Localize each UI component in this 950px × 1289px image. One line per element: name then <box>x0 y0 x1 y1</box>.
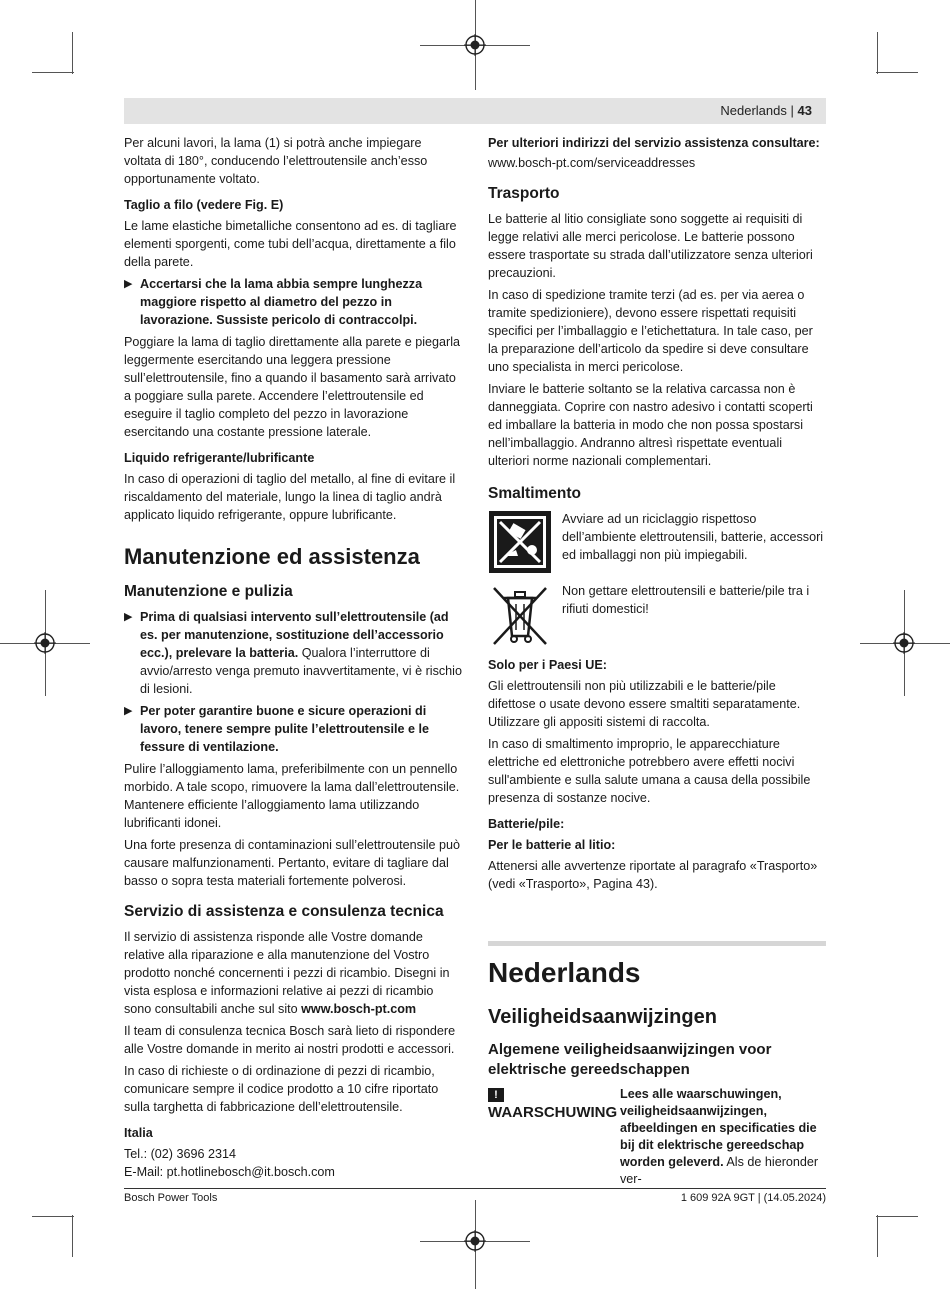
warning-label <box>488 1086 618 1188</box>
bullet-arrow-icon: ▶ <box>124 278 133 290</box>
paragraph-litio: Attenersi alle avvertenze riportate al paragrafo «Trasporto» (vedi «Trasporto», Pagina 43). <box>488 859 818 891</box>
warning-text <box>620 1086 826 1188</box>
recycle-packaging-icon <box>488 510 552 574</box>
header-separator: | <box>790 103 794 118</box>
bullet-lama-text: Accertarsi che la lama abbia sempre lunghezza maggiore rispetto al diametro del pezzo in lavorazione. Sussiste pericolo di contraccolpi. <box>140 277 423 327</box>
paragraph-servizio <box>124 928 462 1018</box>
paragraph-pulire: Pulire l’alloggiamento lama, preferibilmente con un pennello morbido. A tale scopo, rimuovere la lama dall’elettroutensile. Mantenere efficiente l’alloggiamento lama utilizzando lubrificanti idonei. <box>124 762 460 830</box>
heading-smaltimento: Smaltimento <box>488 485 582 502</box>
footer-rule <box>124 1188 826 1189</box>
paragraph-team: Il team di consulenza tecnica Bosch sarà lieto di rispondere alle Vostre domande in merito ai nostri prodotti e accessori. <box>124 1024 456 1056</box>
heading-pulizia: Manutenzione e pulizia <box>124 583 293 600</box>
bin-row <box>488 582 826 646</box>
paragraph-poggiare: Poggiare la lama di taglio direttamente alla parete e piegarla leggermente esercitando una leggera pressione sull’elettroutensile, fino a quando il basamento sarà arrivato a poggiare sulla parete. Accendere l’elettroutensile ed eseguire il taglio completo del pezzo in lavorazione esercitando una costante pressione laterale. <box>124 335 461 439</box>
crop-mark <box>877 32 878 74</box>
paragraph-trasporto-2: In caso di spedizione tramite terzi (ad es. per via aerea o tramite spedizioniere), devono essere rispettati requisiti specifici per l’imballaggio e l’etichettatura. In tale caso, per la preparazione dell’articolo da spedire si deve consultare uno specialista in merci pericolose. <box>488 288 813 374</box>
bullet-arrow-icon: ▶ <box>124 705 133 717</box>
bullet-lama <box>124 275 462 329</box>
contact-tel: Tel.: (02) 3696 2314 <box>124 1147 237 1161</box>
bullet-prima-rest: Qualora l’interruttore di avvio/arresto venga premuto inavvertitamente, vi è rischio di lesioni. <box>140 646 462 696</box>
paragraph-non-gettare: Non gettare elettroutensili e batterie/pile tra i rifiuti domestici! <box>562 584 810 616</box>
link-bosch-pt[interactable]: www.bosch-pt.com <box>301 1002 417 1016</box>
header-label <box>720 103 812 118</box>
heading-veiligheid: Veiligheidsaanwijzingen <box>488 1006 717 1028</box>
header-language: Nederlands <box>720 103 787 118</box>
heading-trasporto: Trasporto <box>488 185 560 202</box>
link-serviceaddresses[interactable]: www.bosch-pt.com/serviceaddresses <box>488 156 696 170</box>
footer-docnumber: 1 609 92A 9GT | (14.05.2024) <box>680 1192 826 1204</box>
bullet-arrow-icon: ▶ <box>124 611 133 623</box>
warning-text-after: Als de hieronder ver- <box>620 1155 819 1186</box>
warning-text-bold: Lees alle waarschuwingen, veiligheidsaanwijzingen, afbeeldingen en specificaties die bij dit elektrische gereedschap worden geleverd. <box>620 1087 817 1169</box>
heading-servizio: Servizio di assistenza e consulenza tecnica <box>124 903 444 920</box>
footer-brand: Bosch Power Tools <box>124 1192 218 1204</box>
heading-paesi: Solo per i Paesi UE: <box>488 658 607 672</box>
right-column <box>488 134 826 1188</box>
warning-icon: ! <box>488 1088 504 1102</box>
heading-litio: Per le batterie al litio: <box>488 838 616 852</box>
warning-block <box>488 1086 826 1188</box>
contact-email[interactable]: E-Mail: pt.hotlinebosch@it.bosch.com <box>124 1165 335 1179</box>
recycling-row <box>488 510 826 574</box>
heading-indirizzi: Per ulteriori indirizzi del servizio assistenza consultare: <box>488 136 820 150</box>
heading-nederlands: Nederlands <box>488 957 641 988</box>
paragraph-paesi-2: In caso di smaltimento improprio, le apparecchiature elettriche ed elettroniche potrebbero avere effetti nocivi sull'ambiente e sulla salute umana a causa della possibile presenza di sostanze nocive. <box>488 737 811 805</box>
crop-mark <box>876 72 918 73</box>
page-number: 43 <box>797 103 812 118</box>
bullet-prima <box>124 608 462 698</box>
heading-italia: Italia <box>124 1126 153 1140</box>
paragraph-richieste: In caso di richieste o di ordinazione di pezzi di ricambio, comunicare sempre il codice prodotto a 10 cifre riportato sulla targhetta di fabbricazione dell’elettroutensile. <box>124 1064 439 1114</box>
crop-mark <box>72 1215 73 1257</box>
crop-mark <box>32 1216 74 1217</box>
paragraph-servizio-text: Il servizio di assistenza risponde alle Vostre domande relative alla riparazione e alla manutenzione del Vostro prodotto nonché concernenti i pezzi di ricambio. Disegni in vista esplosa e informazioni relative ai pezzi di ricambio sono consultabili anche sul sito <box>124 930 450 1016</box>
heading-batterie: Batterie/pile: <box>488 817 565 831</box>
crop-mark <box>877 1215 878 1257</box>
registration-mark-icon <box>893 632 915 654</box>
heading-algemene: Algemene veiligheidsaanwijzingen voor elektrische gereedschappen <box>488 1041 772 1078</box>
warning-label-text: WAARSCHUWING <box>488 1104 618 1121</box>
crossed-bin-icon <box>488 582 552 646</box>
section-divider <box>488 941 826 946</box>
registration-mark-icon <box>464 1230 486 1252</box>
heading-taglio: Taglio a filo (vedere Fig. E) <box>124 198 284 212</box>
heading-manutenzione: Manutenzione ed assistenza <box>124 544 420 569</box>
crop-mark <box>32 72 74 73</box>
paragraph-trasporto-1: Le batterie al litio consigliate sono soggette ai requisiti di legge relativi alle merci pericolose. Le batterie possono essere trasportate su strada dall’utilizzatore senza ulteriori precauzioni. <box>488 212 813 280</box>
bullet-garantire-text: Per poter garantire buone e sicure operazioni di lavoro, tenere sempre pulite l’elettroutensile e le fessure di ventilazione. <box>140 704 430 754</box>
paragraph-intro: Per alcuni lavori, la lama (1) si potrà anche impiegare voltata di 180°, conducendo l’elettroutensile anch’esso opportunamente voltato. <box>124 136 428 186</box>
registration-mark-icon <box>464 34 486 56</box>
bullet-garantire <box>124 702 462 756</box>
left-column <box>124 134 462 1181</box>
crop-mark <box>72 32 73 74</box>
bullet-prima-bold: Prima di qualsiasi intervento sull’elettroutensile (ad es. per manutenzione, sostituzione dell’accessorio ecc.), prelevare la batteria. <box>140 610 449 660</box>
heading-liquido: Liquido refrigerante/lubrificante <box>124 451 315 465</box>
paragraph-paesi-1: Gli elettroutensili non più utilizzabili e le batterie/pile difettose o usate devono essere smaltiti separatamente. Utilizzare gli appositi sistemi di raccolta. <box>488 679 801 729</box>
paragraph-liquido: In caso di operazioni di taglio del metallo, al fine di evitare il riscaldamento del materiale, lungo la linea di taglio andrà applicato liquido refrigerante, oppure lubrificante. <box>124 472 456 522</box>
paragraph-forte: Una forte presenza di contaminazioni sull’elettroutensile può causare malfunzionamenti. Pertanto, evitare di tagliare dal basso o sopra testa materiali fortemente polverosi. <box>124 838 461 888</box>
page-header <box>124 98 826 124</box>
paragraph-trasporto-3: Inviare le batterie soltanto se la relativa carcassa non è danneggiata. Coprire con nastro adesivo i contatti scoperti ed imballare la batteria in modo che non possa spostarsi nell’imballaggio. Andranno altresì rispettate eventuali ulteriori norme nazionali complementari. <box>488 382 813 468</box>
crop-mark <box>876 1216 918 1217</box>
registration-mark-icon <box>34 632 56 654</box>
paragraph-taglio: Le lame elastiche bimetalliche consentono ad es. di tagliare elementi sporgenti, come tubi dell’acqua, direttamente a filo della parete. <box>124 219 457 269</box>
paragraph-riciclaggio: Avviare ad un riciclaggio rispettoso dell’ambiente elettroutensili, batterie, accessori ed imballaggi non più impiegabili. <box>562 512 824 562</box>
